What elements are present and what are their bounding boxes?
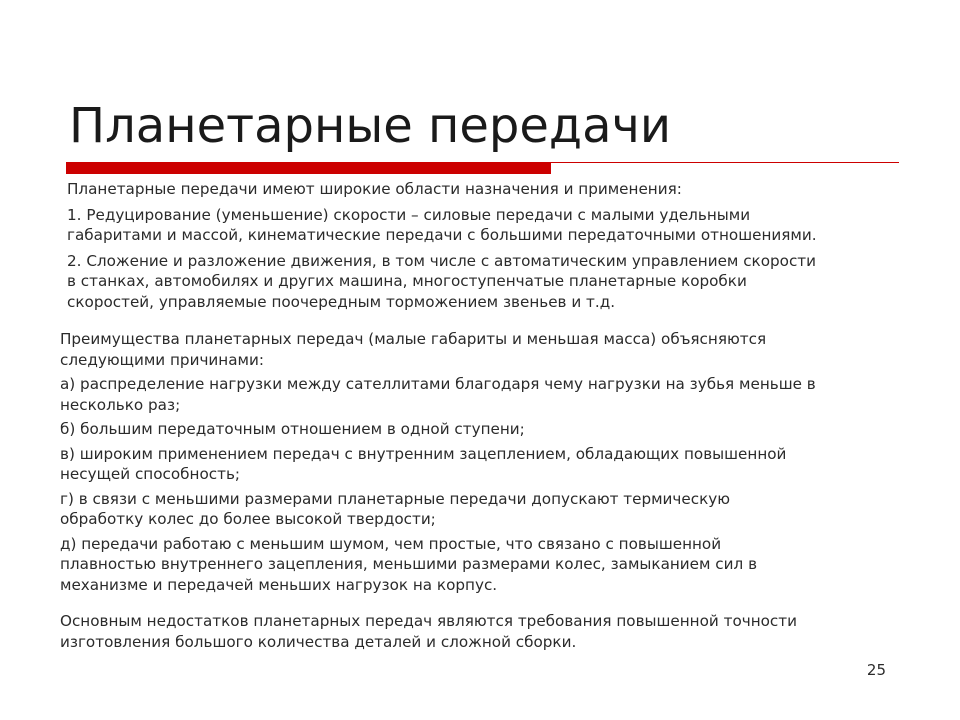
drawbacks-line-1: Основным недостатков планетарных передач являются требования повышенной точности (60, 612, 798, 630)
slide-title: Планетарные передачи (69, 98, 672, 154)
advantages-block (60, 329, 816, 652)
drawbacks-line-2: изготовления большого количества деталей и сложной сборки. (60, 632, 577, 651)
application-item-2-line-1: 2. Сложение и разложение движения, в том числе с автоматическим управлением скорости (67, 251, 817, 270)
applications-block (67, 179, 817, 312)
title-underline-accent (66, 162, 551, 174)
application-item-2-line-3: скоростей, управляемые поочередным торможением звеньев и т.д. (67, 292, 616, 311)
advantage-d-line-2: плавностью внутреннего зацепления, меньшими размерами колес, замыканием сил в (60, 555, 758, 573)
advantage-g-line-1: г) в связи с меньшими размерами планетарные передачи допускают термическую (60, 489, 731, 508)
advantage-v-line-1: в) широким применением передач с внутренним зацеплением, обладающих повышенной (60, 444, 787, 463)
advantage-d-line-1: д) передачи работаю с меньшим шумом, чем простые, что связано с повышенной (60, 534, 722, 553)
page-number: 25 (866, 661, 886, 679)
advantage-g-line-2: обработку колес до более высокой твердости; (60, 510, 436, 528)
advantages-intro-line-1: Преимущества планетарных передач (малые габариты и меньшая масса) объясняются (60, 330, 767, 348)
advantage-a-line-2: несколько раз; (60, 395, 181, 414)
advantages-intro-line-2: следующими причинами: (60, 350, 264, 369)
applications-intro: Планетарные передачи имеют широкие области назначения и применения: (67, 180, 682, 198)
application-item-2-line-2: в станках, автомобилях и других машина, многоступенчатые планетарные коробки (67, 272, 747, 290)
advantage-v-line-2: несущей способность; (60, 465, 241, 483)
application-item-1-line-2: габаритами и массой, кинематические передачи с большими передаточными отношениями. (67, 226, 817, 244)
application-item-1-line-1: 1. Редуцирование (уменьшение) скорости – силовые передачи с малыми удельными (67, 205, 751, 224)
advantage-b-line-1: б) большим передаточным отношением в одной ступени; (60, 420, 525, 438)
advantage-d-line-3: механизме и передачей меньших нагрузок на корпус. (60, 575, 498, 594)
advantage-a-line-1: а) распределение нагрузки между сателлитами благодаря чему нагрузки на зубья меньше в (60, 375, 816, 393)
title-underline-thin (551, 162, 899, 163)
